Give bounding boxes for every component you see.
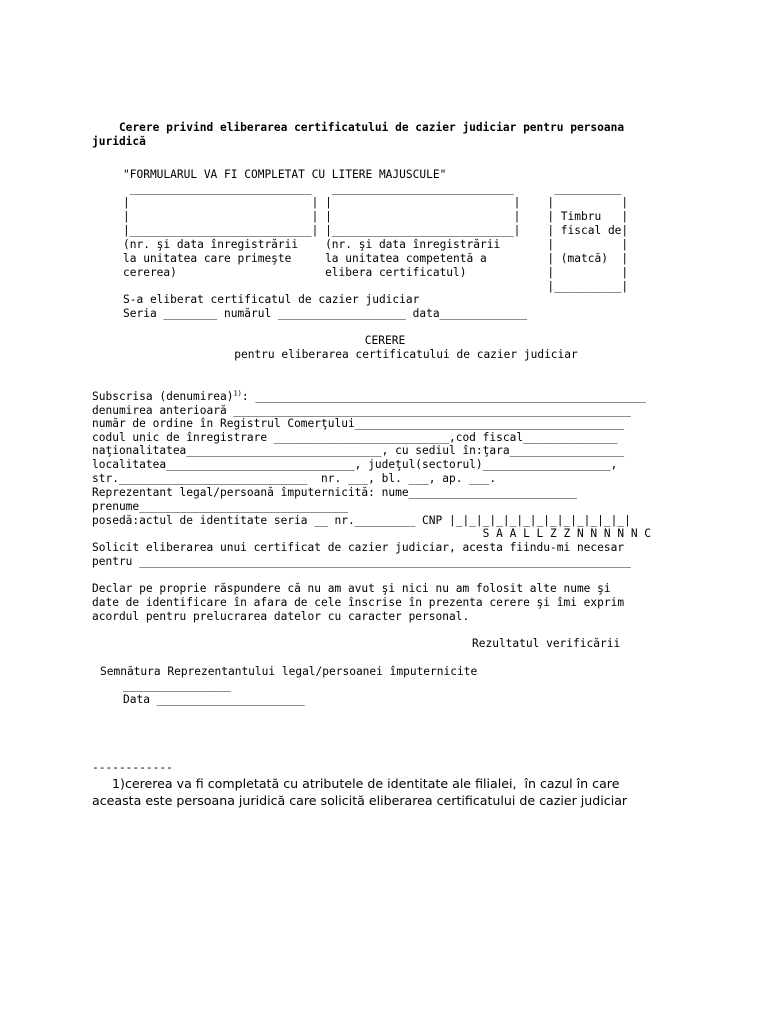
heading-cerere: CERERE — [364, 334, 406, 347]
box-line: cererea) elibera certificatul) | | — [123, 266, 629, 279]
form-line: localitatea____________________________, judeţul(sectorul)___________________, — [92, 458, 618, 471]
field-denumirea — [92, 390, 646, 404]
box-line: | | | | | Timbru | — [123, 210, 629, 223]
form-line: Solicit eliberarea unui certificat de cazier judiciar, acesta fiindu-mi necesar — [92, 541, 625, 554]
form-line: prenume_______________________________ — [92, 500, 348, 513]
box-line: (nr. şi data înregistrării (nr. şi data înregistrării | | — [123, 238, 629, 251]
form-line: pentru _________________________________________________________________________ — [92, 555, 631, 568]
title-line-1: Cerere privind eliberarea certificatului de cazier judiciar pentru persoana — [92, 121, 625, 134]
form-line: naţionalitatea_____________________________, cu sediul în:ţara_________________ — [92, 444, 625, 457]
date-line: Data ______________________ — [123, 693, 305, 706]
form-line: denumirea anterioară ___________________________________________________________ — [92, 404, 631, 417]
footnote-ref: 1) — [233, 389, 242, 398]
signature-line: ________________ — [123, 679, 231, 692]
form-line: Reprezentant legal/persoană împuternicită: nume_________________________ — [92, 486, 577, 499]
title-line-2: juridică — [92, 135, 146, 148]
declaration-line: Declar pe proprie răspundere că nu am avut şi nici nu am folosit alte nume şi — [92, 582, 611, 595]
form-line: număr de ordine în Registrul Comerţului________________________________________ — [92, 417, 625, 430]
footnote-line-1: 1)cererea va fi completată cu atributele de identitate ale filialei, în cazul în care — [92, 776, 620, 791]
footnote-line-2: aceasta este persoana juridică care solicită eliberarea certificatului de cazier judiciar — [92, 793, 628, 808]
instruction-text: "FORMULARUL VA FI COMPLETAT CU LITERE MAJUSCULE" — [123, 168, 447, 181]
box-line: |___________________________| |___________________________| | fiscal de| — [123, 224, 629, 237]
declaration-line: acordul pentru prelucrarea datelor cu caracter personal. — [92, 610, 470, 623]
verification-result: Rezultatul verificării — [472, 637, 621, 650]
form-line: str.____________________________ nr. ___, bl. ___, ap. ___. — [92, 472, 497, 485]
footnote-separator: ------------ — [92, 761, 173, 774]
declaration-line: date de identificare în afara de cele înscrise în prezenta cerere şi îmi exprim — [92, 596, 625, 609]
box-line: | | | | | | — [123, 196, 629, 209]
signature-label: Semnătura Reprezentantului legal/persoanei împuternicite — [100, 665, 478, 678]
field-rest: : __________________________________________________________ — [241, 390, 647, 403]
heading-subtitle: pentru eliberarea certificatului de cazier judiciar — [234, 348, 578, 361]
issued-line-2: Seria ________ numărul ___________________ data_____________ — [123, 307, 528, 320]
box-line: |__________| — [123, 280, 629, 293]
field-label: Subscrisa (denumirea) — [92, 390, 234, 403]
box-line: la unitatea care primeşte la unitatea competentă a | (matcă) | — [123, 252, 629, 265]
issued-line-1: S-a eliberat certificatul de cazier judiciar — [123, 293, 420, 306]
form-line: codul unic de înregistrare __________________________,cod fiscal______________ — [92, 431, 618, 444]
box-line: ___________________________ ___________________________ __________ — [123, 182, 622, 195]
cnp-line: posedă:actul de identitate seria __ nr._________ CNP |_|_|_|_|_|_|_|_|_|_|_|_|_| — [92, 514, 631, 527]
cnp-legend: S A A L L Z Z N N N N N C — [92, 527, 652, 540]
